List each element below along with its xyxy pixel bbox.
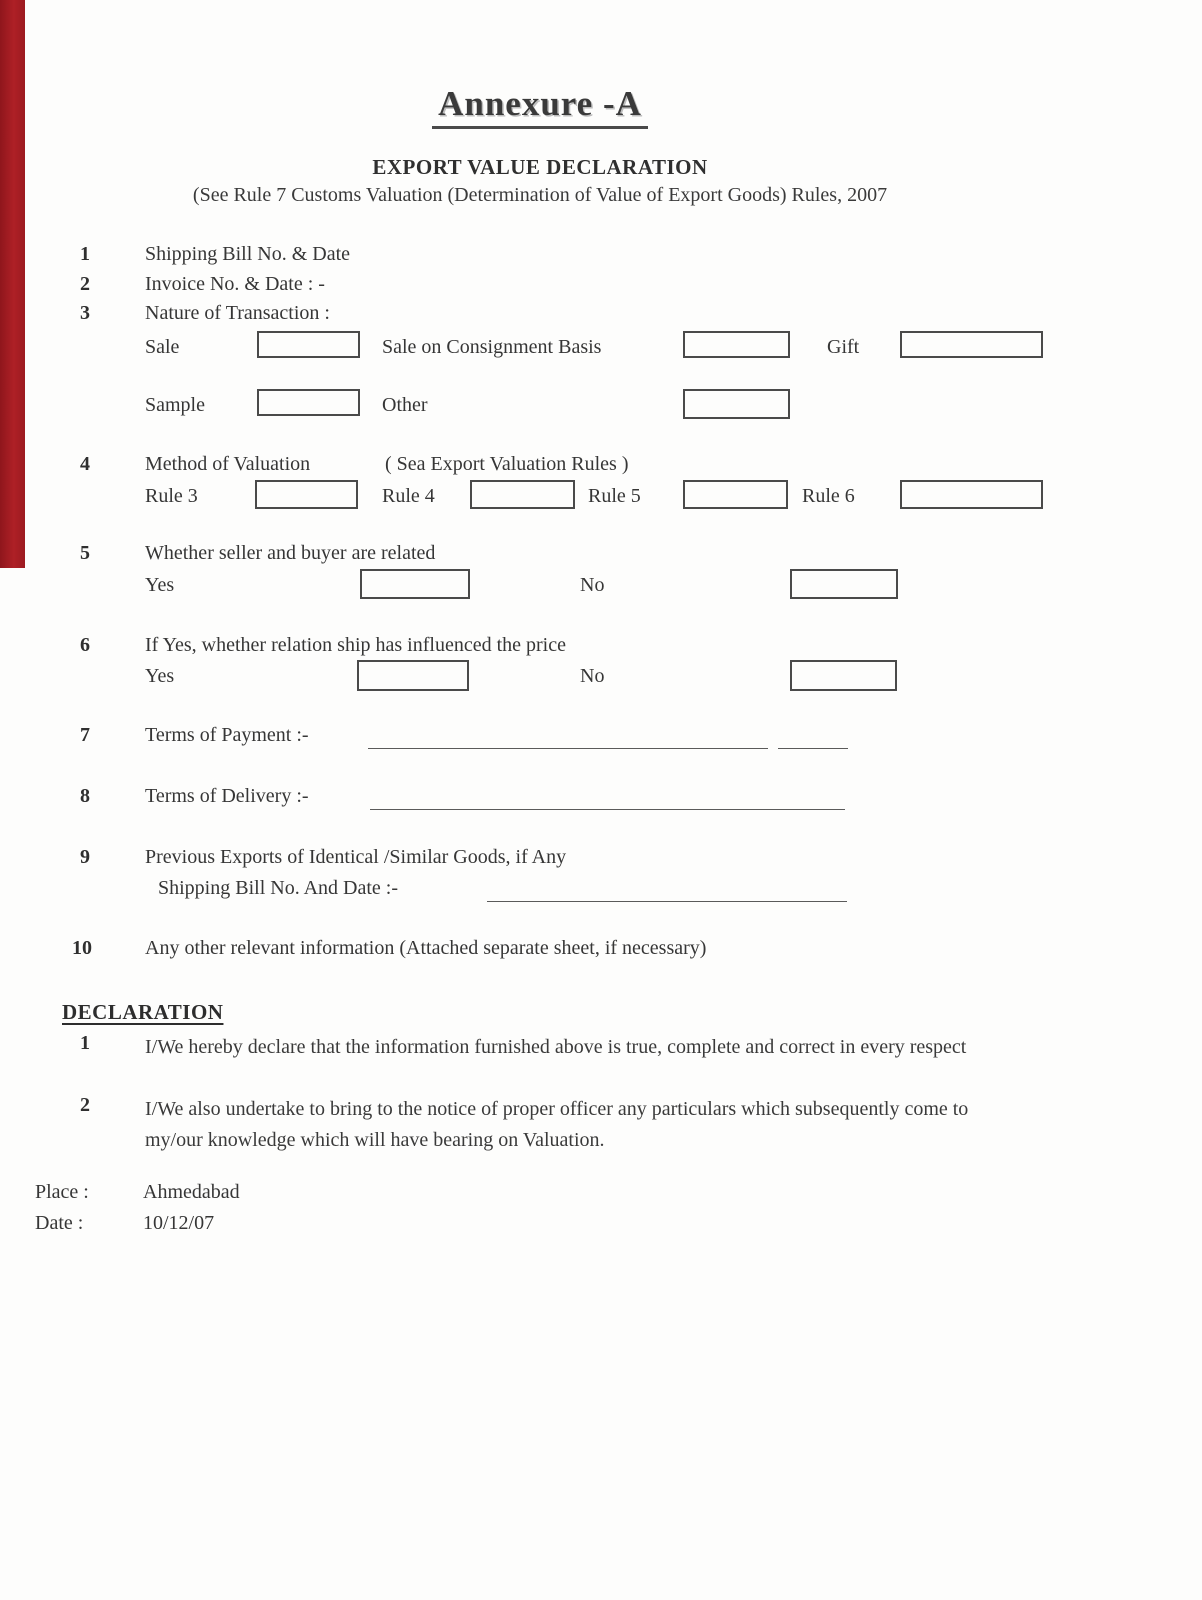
form-title: EXPORT VALUE DECLARATION xyxy=(372,155,708,179)
annexure-title-text: Annexure -A xyxy=(432,84,648,129)
item-number: 1 xyxy=(80,243,90,265)
rule5-checkbox[interactable] xyxy=(683,480,788,509)
rule4-label: Rule 4 xyxy=(382,485,435,507)
item-label: Terms of Payment :- xyxy=(145,724,309,746)
gift-checkbox[interactable] xyxy=(900,331,1043,358)
declaration-point-1 xyxy=(0,1032,1202,1096)
place-label: Place : xyxy=(35,1181,89,1203)
item-label: If Yes, whether relation ship has influenced the price xyxy=(145,634,566,656)
date-label: Date : xyxy=(35,1212,84,1234)
item-relation-influenced-price xyxy=(0,634,1202,666)
declaration-heading: DECLARATION xyxy=(62,1000,224,1024)
item-previous-exports xyxy=(0,846,1202,878)
item-label: Method of Valuation xyxy=(145,453,311,475)
item-number: 5 xyxy=(80,542,90,564)
influenced-yes-checkbox[interactable] xyxy=(357,660,469,691)
item-terms-of-payment xyxy=(0,724,1202,756)
valuation-rules-note: ( Sea Export Valuation Rules ) xyxy=(385,453,629,475)
annexure-title xyxy=(0,84,1080,129)
item-number: 10 xyxy=(72,937,92,959)
point-number: 1 xyxy=(80,1032,90,1054)
item-number: 7 xyxy=(80,724,90,746)
sale-label: Sale xyxy=(145,336,180,358)
rule3-label: Rule 3 xyxy=(145,485,198,507)
related-options-row xyxy=(0,574,1202,606)
valuation-rules-row xyxy=(0,485,1202,517)
sale-checkbox[interactable] xyxy=(257,331,360,358)
item-number: 6 xyxy=(80,634,90,656)
item-number: 8 xyxy=(80,785,90,807)
terms-of-payment-field[interactable] xyxy=(368,724,768,749)
yes-label: Yes xyxy=(145,574,175,596)
previous-shipping-bill-label: Shipping Bill No. And Date :- xyxy=(158,877,398,899)
item-invoice xyxy=(0,273,1202,305)
sample-checkbox[interactable] xyxy=(257,389,360,416)
nature-options-row2 xyxy=(0,394,1202,426)
terms-of-payment-field-2[interactable] xyxy=(778,724,848,749)
sample-label: Sample xyxy=(145,394,205,416)
yes-label: Yes xyxy=(145,665,175,687)
rule5-label: Rule 5 xyxy=(588,485,641,507)
consignment-label: Sale on Consignment Basis xyxy=(382,336,602,358)
item-number: 9 xyxy=(80,846,90,868)
gift-label: Gift xyxy=(827,336,860,358)
point-number: 2 xyxy=(80,1094,90,1116)
date-value: 10/12/07 xyxy=(143,1212,215,1234)
other-checkbox[interactable] xyxy=(683,389,790,419)
influenced-options-row xyxy=(0,665,1202,697)
related-no-checkbox[interactable] xyxy=(790,569,898,599)
rule6-label: Rule 6 xyxy=(802,485,855,507)
item-label: Whether seller and buyer are related xyxy=(145,542,436,564)
point-text: I/We also undertake to bring to the notice of proper officer any particulars which subsequently come to my/our knowledge which will have bearing on Valuation. xyxy=(145,1098,969,1151)
related-yes-checkbox[interactable] xyxy=(360,569,470,599)
place-row xyxy=(0,1181,1202,1213)
item-label: Shipping Bill No. & Date xyxy=(145,243,350,265)
terms-of-delivery-field[interactable] xyxy=(370,785,845,810)
item-label: Nature of Transaction : xyxy=(145,302,330,324)
influenced-no-checkbox[interactable] xyxy=(790,660,897,691)
item-terms-of-delivery xyxy=(0,785,1202,817)
item-nature-of-transaction xyxy=(0,302,1202,334)
nature-options-row1 xyxy=(0,336,1202,368)
place-value: Ahmedabad xyxy=(143,1181,240,1203)
no-label: No xyxy=(580,665,605,687)
rule6-checkbox[interactable] xyxy=(900,480,1043,509)
item-number: 4 xyxy=(80,453,90,475)
declaration-point-2 xyxy=(0,1094,1202,1158)
item-label: Previous Exports of Identical /Similar Goods, if Any xyxy=(145,846,567,868)
previous-shipping-bill-field[interactable] xyxy=(487,877,847,902)
previous-exports-subrow xyxy=(0,877,1202,909)
item-number: 3 xyxy=(80,302,90,324)
rule3-checkbox[interactable] xyxy=(255,480,358,509)
item-other-information xyxy=(0,937,1202,969)
item-label: Invoice No. & Date : - xyxy=(145,273,325,295)
date-row xyxy=(0,1212,1202,1244)
item-seller-buyer-related xyxy=(0,542,1202,574)
item-label: Any other relevant information (Attached separate sheet, if necessary) xyxy=(145,937,707,959)
other-label: Other xyxy=(382,394,428,416)
point-text: I/We hereby declare that the information furnished above is true, complete and correct in every respect xyxy=(145,1036,967,1058)
no-label: No xyxy=(580,574,605,596)
rule4-checkbox[interactable] xyxy=(470,480,575,509)
consignment-checkbox[interactable] xyxy=(683,331,790,358)
item-label: Terms of Delivery :- xyxy=(145,785,309,807)
form-subtitle: (See Rule 7 Customs Valuation (Determination of Value of Export Goods) Rules, 2007 xyxy=(192,184,888,206)
item-number: 2 xyxy=(80,273,90,295)
item-shipping-bill xyxy=(0,243,1202,275)
